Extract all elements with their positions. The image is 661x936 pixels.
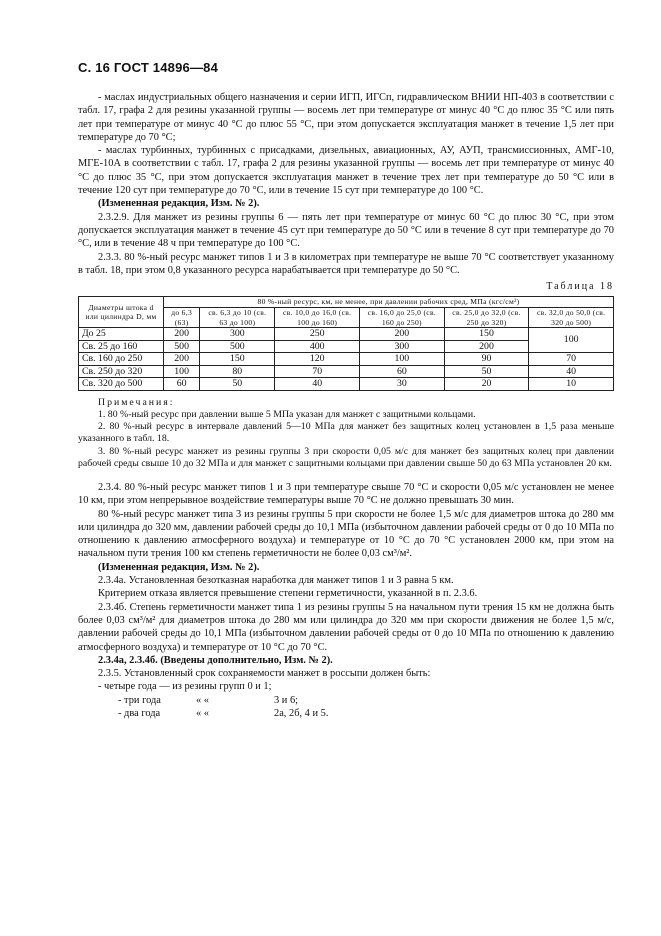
table-row — [79, 328, 614, 341]
table-cell: 250 — [275, 328, 360, 341]
paragraph: Критерием отказа является превышение степени герметичности, указанной в п. 2.3.6. — [98, 588, 478, 600]
storage-list — [78, 680, 614, 720]
table-cell: 300 — [200, 328, 275, 341]
table-cell: 300 — [360, 340, 445, 353]
table-cell: 90 — [444, 353, 529, 366]
table-cell: 200 — [444, 340, 529, 353]
table-cell: 400 — [275, 340, 360, 353]
table-18 — [78, 296, 614, 390]
paragraph: - маслах турбинных, турбинных с присадками, дизельных, авиационных, АУ, АУП, трансмиссионных, АМГ-10, МГЕ-10А в соответствии с табл. 17, графа 2 для резины указанной группы — восемь лет при температуре от минус 40 °С до плюс 35 °С, при этом допускается эксплуатация манжет в течение трех лет при температуре до 50 °С или в течение 120 сут при температуре до 70 °С, или в течение 15 сут при температуре до 100 °С. — [78, 145, 614, 197]
table-header-diameter: Диаметры штока d или цилиндра D, мм — [79, 297, 164, 328]
table-cell: 200 — [360, 328, 445, 341]
paragraph: 80 %-ный ресурс манжет типа 3 из резины группы 5 при скорости не более 1,5 м/с для диаметров штока до 280 мм или цилиндра до 320 мм, давлении рабочей среды до 10,1 МПа (избыточном давлении рабочей среды от 0 до 10 МПа по отношению к давлению атмосферного воздуха) и температуре от 10 °С до 70 °С установлен 2000 км, при этом на начальном пути трения 100 км степень герметичности не более 0,03 см³/м². — [78, 508, 614, 560]
table-row — [79, 378, 614, 391]
table-cell: Св. 160 до 250 — [79, 353, 164, 366]
table-cell: 500 — [164, 340, 200, 353]
table-header-group: 80 %-ный ресурс, км, не менее, при давлении рабочих сред, МПа (кгс/см²) — [164, 297, 614, 308]
table-cell: 30 — [360, 378, 445, 391]
table-cell: 70 — [529, 353, 614, 366]
table-cell: 40 — [275, 378, 360, 391]
list-item: - два года « « 2а, 2б, 4 и 5. — [118, 708, 329, 719]
paragraph: 2.3.3. 80 %-ный ресурс манжет типов 1 и 3 в километрах при температуре не выше 70 °С соответствует указанному в табл. 18, при этом 0,8 указанного ресурса нарабатывается при температуре до 50 °С. — [78, 251, 614, 276]
table-cell: Св. 25 до 160 — [79, 340, 164, 353]
page-header: С. 16 ГОСТ 14896—84 — [78, 60, 219, 75]
paragraph: 2.3.4а. Установленная безотказная наработка для манжет типов 1 и 3 равна 5 км. — [98, 575, 454, 587]
table-cell: 60 — [360, 365, 445, 378]
paragraph: 2.3.4б. Степень герметичности манжет типа 1 из резины группы 5 на начальном пути трения 15 км не должна быть более 0,03 см³/м² для диаметров штока до 280 мм или цилиндра до 320 мм при скорости движения не более 1,5 м/с, давлении рабочей среды до 10,1 МПа (избыточном давлении рабочей среды от 0 до 10 МПа по отношению к давлению атмосферного воздуха) и температуре от 10 °С до 70 °С. — [78, 601, 614, 653]
table-subheader: св. 16,0 до 25,0 (св. 160 до 250) — [360, 308, 445, 328]
table-cell: 200 — [164, 353, 200, 366]
table-cell: 50 — [200, 378, 275, 391]
table-cell: 40 — [529, 365, 614, 378]
table-cell: 500 — [200, 340, 275, 353]
table-cell: 10 — [529, 378, 614, 391]
paragraph: 2.3.2.9. Для манжет из резины группы 6 — пять лет при температуре от минус 60 °С до плюс 30 °С, при этом допускается эксплуатация манжет в течение 45 сут при температуре до 50 °С или в течение 8 сут при температуре до 70 °С, или в течение 48 ч при температуре до 100 °С. — [78, 211, 614, 250]
table-row — [79, 353, 614, 366]
amendment-note: 2.3.4а, 2.3.4б. (Введены дополнительно, Изм. № 2). — [98, 654, 333, 666]
table-cell: 200 — [164, 328, 200, 341]
note-item: 1. 80 %-ный ресурс при давлении выше 5 МПа указан для манжет с защитными кольцами. — [98, 408, 476, 420]
paragraph: 2.3.5. Установленный срок сохраняемости манжет в россыпи должен быть: — [98, 668, 431, 680]
table-subheader: св. 32,0 до 50,0 (св. 320 до 500) — [529, 308, 614, 328]
table-subheader: св. 25,0 до 32,0 (св. 250 до 320) — [444, 308, 529, 328]
table-cell: 150 — [444, 328, 529, 341]
list-item: - четыре года — из резины групп 0 и 1; — [98, 681, 272, 693]
table-cell: Св. 250 до 320 — [79, 365, 164, 378]
table-cell: До 25 — [79, 328, 164, 341]
table-cell: 20 — [444, 378, 529, 391]
paragraph: - маслах индустриальных общего назначения и серии ИГП, ИГСп, гидравлическом ВНИИ НП-403 в соответствии с табл. 17, графа 2 для резины указанной группы — восемь лет при температуре от минус 40 °С до плюс 35 °С или пять лет при температуре от минус 40 °С до плюс 55 °С, при этом допускается эксплуатация манжет в течение 1,5 лет при температуре до 70 °С; — [78, 92, 614, 143]
table-cell: 80 — [200, 365, 275, 378]
note-item: 2. 80 %-ный ресурс в интервале давлений 5—10 МПа для манжет без защитных колец установлен в 1,5 раза меньше указанного в табл. 18. — [78, 421, 614, 445]
amendment-note: (Измененная редакция, Изм. № 2). — [98, 198, 260, 210]
table-cell: 70 — [275, 365, 360, 378]
table-row — [79, 365, 614, 378]
table-cell: 60 — [164, 378, 200, 391]
table-notes — [78, 397, 614, 470]
table-cell: 50 — [444, 365, 529, 378]
table-cell: 120 — [275, 353, 360, 366]
paragraph: 2.3.4. 80 %-ный ресурс манжет типов 1 и 3 при температуре свыше 70 °С и скорости 0,05 м/с установлен не менее 10 км, при этом непрерывное воздействие температуры выше 70 °С не должно превышать 30 мин. — [78, 481, 614, 507]
table-caption: Таблица 18 — [546, 281, 614, 293]
table-subheader: св. 10,0 до 16,0 (св. 100 до 160) — [275, 308, 360, 328]
table-cell: Св. 320 до 500 — [79, 378, 164, 391]
notes-heading: Примечания: — [98, 396, 175, 408]
document-body — [78, 91, 614, 720]
note-item: 3. 80 %-ный ресурс манжет из резины группы 3 при скорости 0,05 м/с для манжет без защитных колец при давлении рабочей среды свыше 10 до 32 МПа и для манжет с защитными кольцами при давлении свыше 50 до 63 МПа установлен 20 км. — [78, 445, 614, 469]
table-cell: 100 — [164, 365, 200, 378]
amendment-note: (Измененная редакция, Изм. № 2). — [98, 561, 260, 573]
table-cell: 100 — [360, 353, 445, 366]
list-item: - три года « « 3 и 6; — [118, 694, 299, 706]
table-cell: 150 — [200, 353, 275, 366]
table-subheader: до 6,3 (63) — [164, 308, 200, 328]
table-subheader: св. 6,3 до 10 (св. 63 до 100) — [200, 308, 275, 328]
table-cell-merged: 100 — [529, 328, 614, 353]
